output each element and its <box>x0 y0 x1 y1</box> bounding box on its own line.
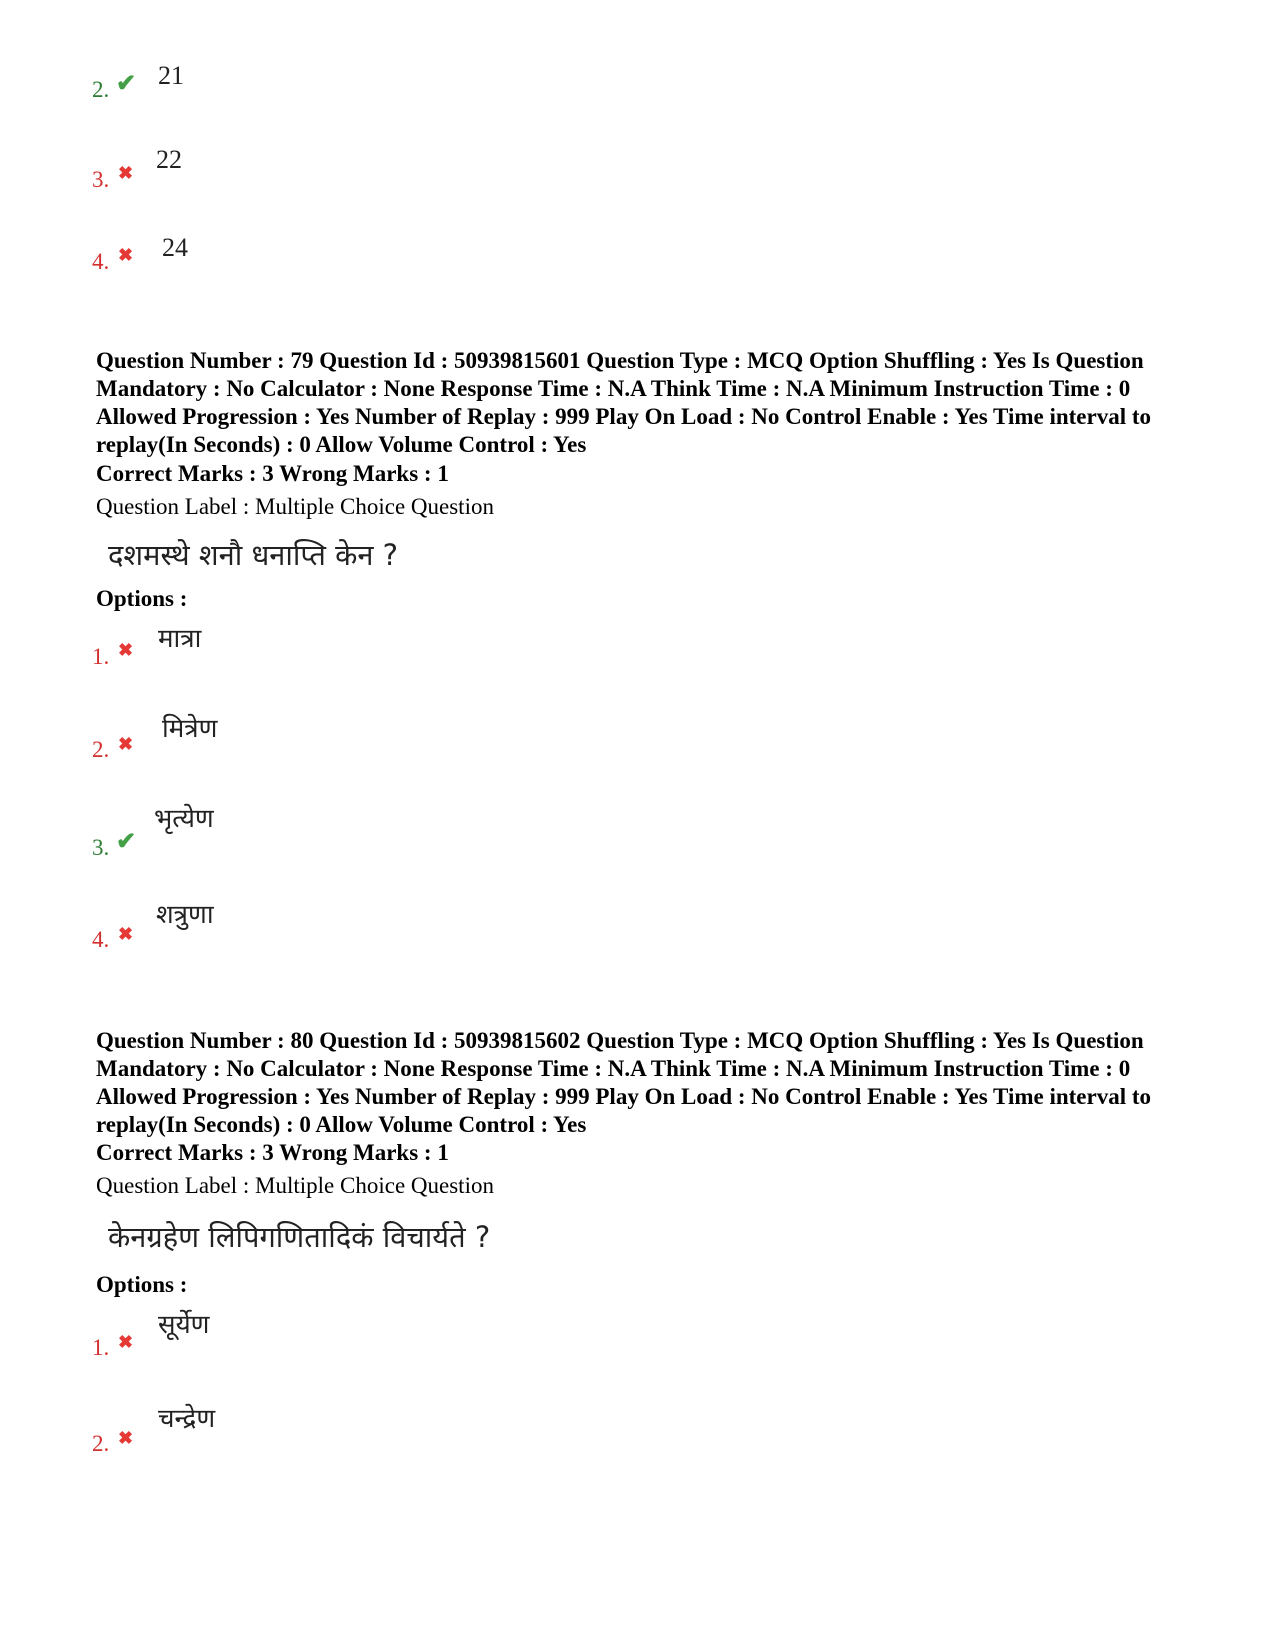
question-marks: Correct Marks : 3 Wrong Marks : 1 <box>96 461 449 486</box>
option-text: मित्रेण <box>162 714 218 744</box>
cross-icon: ✖ <box>118 924 134 944</box>
options-heading: Options : <box>96 1272 188 1297</box>
question-marks: Correct Marks : 3 Wrong Marks : 1 <box>96 1140 449 1165</box>
cross-icon: ✖ <box>118 163 134 183</box>
question-label: Question Label : Multiple Choice Question <box>96 1173 494 1198</box>
option-text: मात्रा <box>158 624 202 654</box>
option-number: 3. <box>92 835 110 860</box>
cross-icon: ✖ <box>118 245 134 265</box>
question-text: केनग्रहेण लिपिगणितादिकं विचार्यते ? <box>108 1220 491 1254</box>
option-text: 21 <box>158 61 184 90</box>
option-text: सूर्येण <box>158 1310 210 1340</box>
cross-icon: ✖ <box>118 640 134 660</box>
check-icon: ✔ <box>116 71 137 97</box>
cross-icon: ✖ <box>118 1428 134 1448</box>
option-text: चन्द्रेण <box>158 1404 216 1434</box>
option-number: 1. <box>92 644 110 669</box>
option-number: 2. <box>92 77 110 102</box>
option-text: 22 <box>156 145 182 174</box>
option-number: 4. <box>92 249 110 274</box>
cross-icon: ✖ <box>118 734 134 754</box>
option-number: 2. <box>92 1431 110 1456</box>
option-text: 24 <box>162 233 188 262</box>
option-text: भृत्येण <box>154 804 214 834</box>
option-number: 4. <box>92 927 110 952</box>
cross-icon: ✖ <box>118 1332 134 1352</box>
options-heading: Options : <box>96 586 188 611</box>
check-icon: ✔ <box>116 829 137 855</box>
option-number: 1. <box>92 1335 110 1360</box>
question-label: Question Label : Multiple Choice Question <box>96 494 494 519</box>
question-meta: Question Number : 80 Question Id : 50939815602 Question Type : MCQ Option Shuffling : Yes Is Question Mandatory : No Calculator : None Response Time : N.A Think Time : N.A Minimum Instruction Time : 0 Allowed Progression : Yes Number of Replay : 999 Play On Load : No Control Enable : Yes Time interval to replay(In Seconds) : 0 Allow Volume Control : Yes <box>96 1028 1152 1137</box>
question-meta: Question Number : 79 Question Id : 50939815601 Question Type : MCQ Option Shuffling : Yes Is Question Mandatory : No Calculator : None Response Time : N.A Think Time : N.A Minimum Instruction Time : 0 Allowed Progression : Yes Number of Replay : 999 Play On Load : No Control Enable : Yes Time interval to replay(In Seconds) : 0 Allow Volume Control : Yes <box>96 348 1152 457</box>
option-number: 3. <box>92 167 110 192</box>
option-text: शत्रुणा <box>156 900 214 930</box>
question-text: दशमस्थे शनौ धनाप्ति केन ? <box>108 538 399 572</box>
option-number: 2. <box>92 737 110 762</box>
